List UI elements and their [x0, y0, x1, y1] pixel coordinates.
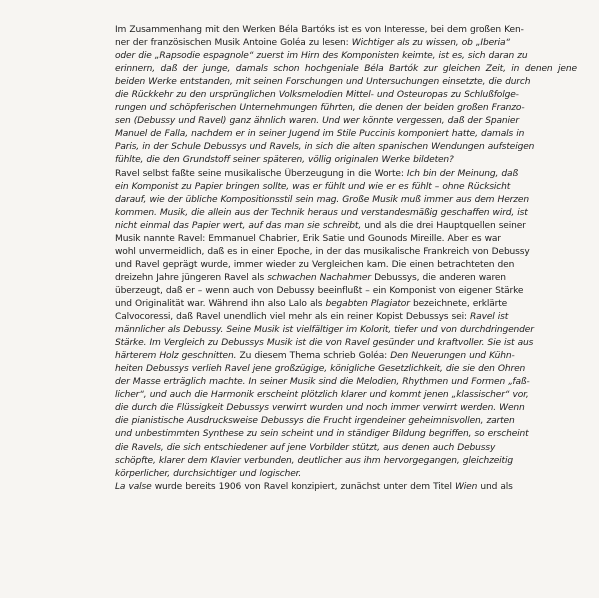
italic-text-run: La valse	[115, 481, 152, 492]
text-run: ner der französischen Musik Antoine Goléa zu lesen:	[115, 38, 352, 49]
italic-text-run: Manuel de Falla, nachdem er in seiner Jugend im Stile Puccinis komponiert hatte, damals in	[115, 129, 525, 140]
text-line	[115, 76, 577, 89]
text-run: bezeichnete, erklärte	[409, 298, 508, 309]
text-line	[115, 63, 577, 76]
text-line	[115, 102, 577, 115]
text-run: und Ravel geprägt wurde, immer wieder zu Vergleichen kam. Die einen betrachteten den	[115, 259, 515, 270]
text-line	[115, 324, 577, 337]
body-text	[115, 24, 577, 494]
text-line	[115, 37, 577, 50]
italic-text-run: begabten Plagiator	[325, 298, 410, 309]
text-line	[115, 442, 577, 455]
text-line	[115, 246, 577, 259]
italic-text-run: die Rückkehr zu den ursprünglichen Volksmelodien Mittel- und Osteuropas zu Schlußfolge-	[115, 90, 519, 101]
italic-text-run: die Ravels, die sich entschiedener auf jene Vorbilder stützt, aus denen auch Debussy	[115, 442, 496, 453]
text-run: Ravel selbst faßte seine musikalische Überzeugung in die Worte:	[115, 168, 407, 179]
text-run: Musik nannte Ravel: Emmanuel Chabrier, Erik Satie und Gounods Mireille. Aber es war	[115, 233, 501, 244]
italic-text-run: und unbestimmten Synthese zu sein scheint und in ständiger Bildung begriffen, so erscheint	[115, 429, 529, 440]
italic-text-run: schöpfte, klarer dem Klavier verbunden, deutlicher aus ihm hervorgegangen, gleichzeitig	[115, 455, 513, 466]
text-line	[115, 350, 577, 363]
text-line	[115, 89, 577, 102]
italic-text-run: licher“, und auch die Harmonik erscheint plötzlich klarer und kommt jenen „klassischer“ vor,	[115, 390, 529, 401]
italic-text-run: schwachen Nachahmer	[267, 272, 371, 283]
text-line	[115, 194, 577, 207]
text-line	[115, 311, 577, 324]
text-run: Calvocoressi, daß Ravel unendlich viel mehr als ein reiner Kopist Debussys sei:	[115, 312, 471, 323]
italic-text-run: Stärke. Im Vergleich zu Debussys Musik ist die von Ravel gesünder und kraftvoller. Sie ist aus	[115, 338, 534, 349]
italic-text-run: ein Komponist zu Papier bringen sollte, was er fühlt und wie er es fühlt – ohne Rücksicht	[115, 181, 511, 192]
italic-text-run: die durch die Flüssigkeit Debussys verwirrt wurden und noch immer verwirrt werden. Wenn	[115, 403, 525, 414]
text-line	[115, 402, 577, 415]
text-line	[115, 115, 577, 128]
italic-text-run: männlicher als Debussy. Seine Musik ist vielfältiger im Kolorit, tiefer und von durchdringender	[115, 325, 534, 336]
italic-text-run: beiden Werke entstanden, mit seinen Forschungen und Untersuchungen einsetzte, die durch	[115, 77, 531, 88]
paragraph	[115, 481, 577, 494]
italic-text-run: Wichtiger als zu wissen, ob „Iberia“	[351, 38, 510, 49]
text-line	[115, 141, 577, 154]
text-line	[115, 259, 577, 272]
text-line	[115, 285, 577, 298]
text-line	[115, 415, 577, 428]
text-run: und als die drei Hauptquellen seiner	[364, 220, 526, 231]
text-run: dreizehn Jahre jüngeren Ravel als	[115, 272, 268, 283]
text-line	[115, 428, 577, 441]
italic-text-run: Wien	[454, 481, 478, 492]
text-line	[115, 220, 577, 233]
text-line	[115, 337, 577, 350]
italic-text-run: darauf, wie der übliche Kompositionsstil sein mag. Große Musik muß immer aus dem Herzen	[115, 194, 529, 205]
italic-text-run: heiten Debussys verlieh Ravel jene großzügige, königliche Gesetzlichkeit, die sie den Ohren	[115, 364, 526, 375]
text-line	[115, 455, 577, 468]
text-line	[115, 468, 577, 481]
text-run: wohl unvermeidlich, daß es in einer Epoche, in der das musikalische Frankreich von Debussy	[115, 246, 530, 257]
text-run: Debussys, die anderen waren	[370, 272, 506, 283]
text-run: Im Zusammenhang mit den Werken Béla Bartóks ist es von Interesse, bei dem großen Ken-	[115, 25, 524, 35]
italic-text-run: die pianistische Ausdrucksweise Debussys die Frucht irgendeiner geheimnisvollen, zarten	[115, 416, 515, 427]
italic-text-run: nicht einmal das Papier wert, auf das man sie schreibt,	[115, 220, 365, 231]
italic-text-run: Paris, in der Schule Debussys und Ravels, in sich die alten spanischen Wendungen aufsteigen	[115, 142, 535, 153]
text-line	[115, 481, 577, 494]
italic-text-run: erinnern, daß der junge, damals schon hochgeniale Béla Bartók zur gleichen Zeit, in denen jene	[115, 64, 577, 75]
text-run: und als	[477, 481, 513, 492]
text-line	[115, 207, 577, 220]
italic-text-run: härterem Holz geschnitten.	[115, 351, 240, 362]
text-line	[115, 298, 577, 311]
text-line	[115, 24, 577, 37]
italic-text-run: oder die „Rapsodie espagnole“ zuerst im Hirn des Komponisten keimte, ist es, sich daran zu	[115, 51, 528, 62]
text-run: wurde bereits 1906 von Ravel konzipiert, zunächst unter dem Titel	[151, 481, 455, 492]
italic-text-run: der Masse erträglich machte. In seiner Musik sind die Melodien, Rhythmen und Formen „faß-	[115, 377, 530, 388]
italic-text-run: körperlicher, durchsichtiger und logischer.	[115, 468, 302, 479]
text-line	[115, 376, 577, 389]
text-line	[115, 363, 577, 376]
text-line	[115, 128, 577, 141]
paragraph	[115, 24, 577, 168]
text-line	[115, 389, 577, 402]
text-line	[115, 154, 577, 167]
italic-text-run: Ich bin der Meinung, daß	[406, 168, 519, 179]
text-run: überzeugt, daß er – wenn auch von Debussy beeinflußt – ein Komponist von eigener Stärke	[115, 285, 524, 296]
italic-text-run: sen (Debussy und Ravel) ganz ähnlich waren. Und wer könnte vergessen, daß der Spanier	[115, 116, 519, 127]
italic-text-run: kommen. Musik, die allein aus der Technik heraus und verstandesmäßig geschaffen wird, ist	[115, 207, 528, 218]
text-run: Zu diesem Thema schrieb Goléa:	[239, 351, 391, 362]
paragraph	[115, 168, 577, 481]
italic-text-run: Den Neuerungen und Kühn-	[390, 351, 515, 362]
text-line	[115, 168, 577, 181]
text-run: und Originalität war. Während ihn also Lalo als	[115, 298, 326, 309]
italic-text-run: rungen und schöpferischen Unternehmungen führten, die denen der beiden großen Franzo-	[115, 103, 525, 114]
text-line	[115, 272, 577, 285]
italic-text-run: fühlte, die den Grundstoff seiner späteren, völlig originalen Werke bildeten?	[115, 155, 454, 166]
text-line	[115, 233, 577, 246]
italic-text-run: Ravel ist	[470, 312, 509, 323]
text-line	[115, 181, 577, 194]
text-line	[115, 50, 577, 63]
